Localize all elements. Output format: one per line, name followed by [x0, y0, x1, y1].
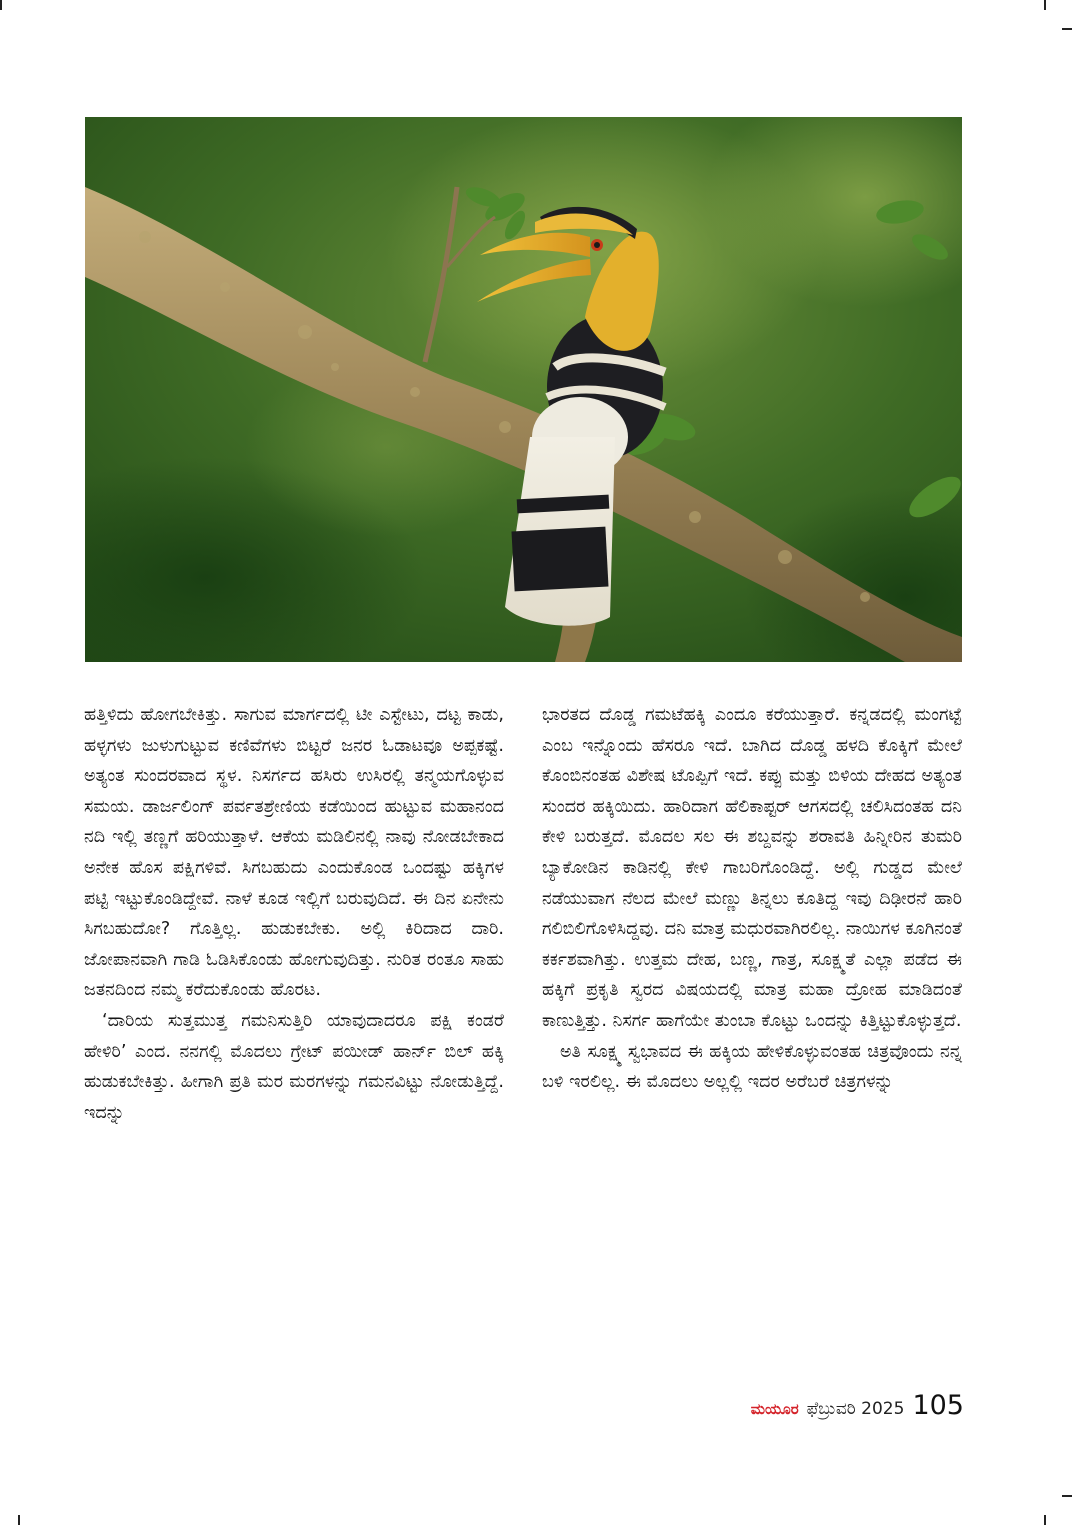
hornbill-photo	[85, 117, 962, 662]
crop-mark-bottom-left	[18, 1515, 20, 1525]
magazine-brand-logo: ಮಯೂರ	[750, 1400, 799, 1418]
crop-mark-top-left	[0, 0, 2, 10]
crop-mark-bottom-right	[1044, 1515, 1046, 1525]
page-footer	[712, 1390, 964, 1430]
article-paragraph: ಹತ್ತಿಳಿದು ಹೋಗಬೇಕಿತ್ತು. ಸಾಗುವ ಮಾರ್ಗದಲ್ಲಿ ಟೀ ಎಸ್ಟೇಟು, ದಟ್ಟ ಕಾಡು, ಹಳ್ಳಗಳು ಜುಳುಗುಟ್ಟುವ ಕಣಿವೆಗಳು ಬಿಟ್ಟರೆ ಜನರ ಓಡಾಟವೂ ಅಪ್ಪಕಷ್ಟೆ. ಅತ್ಯಂತ ಸುಂದರವಾದ ಸ್ಥಳ. ನಿಸರ್ಗದ ಹಸಿರು ಉಸಿರಲ್ಲಿ ತನ್ಮಯಗೊಳ್ಳುವ ಸಮಯ. ಡಾರ್ಜಲಿಂಗ್ ಪರ್ವತಶ್ರೇಣಿಯ ಕಡೆಯಿಂದ ಹುಟ್ಟುವ ಮಹಾನಂದ ನದಿ ಇಲ್ಲಿ ತಣ್ಣಗೆ ಹರಿಯುತ್ತಾಳೆ. ಆಕೆಯ ಮಡಿಲಿನಲ್ಲಿ ನಾವು ನೋಡಬೇಕಾದ ಅನೇಕ ಹೊಸ ಪಕ್ಷಿಗಳಿವೆ. ಸಿಗಬಹುದು ಎಂದುಕೊಂಡ ಒಂದಷ್ಟು ಹಕ್ಕಿಗಳ ಪಟ್ಟಿ ಇಟ್ಟುಕೊಂಡಿದ್ದೇವೆ. ನಾಳೆ ಕೂಡ ಇಲ್ಲಿಗೆ ಬರುವುದಿದೆ. ಈ ದಿನ ಏನೇನು ಸಿಗಬಹುದೋ? ಗೊತ್ತಿಲ್ಲ. ಹುಡುಕಬೇಕು. ಅಲ್ಲಿ ಕಿರಿದಾದ ದಾರಿ. ಜೋಪಾನವಾಗಿ ಗಾಡಿ ಓಡಿಸಿಕೊಂಡು ಹೋಗುವುದಿತ್ತು. ನುರಿತ ರಂತೂ ಸಾಹು ಜತನದಿಂದ ನಮ್ಮ ಕರೆದುಕೊಂಡು ಹೊರಟ.	[84, 705, 504, 1001]
article-paragraph: ಅತಿ ಸೂಕ್ಷ್ಮ ಸ್ವಭಾವದ ಈ ಹಕ್ಕಿಯ ಹೇಳಿಕೊಳ್ಳುವಂತಹ ಚಿತ್ರವೊಂದು ನನ್ನ ಬಳಿ ಇರಲಿಲ್ಲ. ಈ ಮೊದಲು ಅಲ್ಲಲ್ಲಿ ಇದರ ಅರೆಬರೆ ಚಿತ್ರಗಳನ್ನು	[542, 1041, 962, 1093]
article-column-left	[84, 700, 504, 1128]
article-paragraph: ಭಾರತದ ದೊಡ್ಡ ಗಮಟೆಹಕ್ಕಿ ಎಂದೂ ಕರೆಯುತ್ತಾರೆ. ಕನ್ನಡದಲ್ಲಿ ಮಂಗಟ್ಟೆ ಎಂಬ ಇನ್ನೊಂದು ಹೆಸರೂ ಇದೆ. ಬಾಗಿದ ದೊಡ್ಡ ಹಳದಿ ಕೊಕ್ಕಿಗೆ ಮೇಲೆ ಕೊಂಬಿನಂತಹ ವಿಶೇಷ ಟೊಪ್ಪಿಗೆ ಇದೆ. ಕಪ್ಪು ಮತ್ತು ಬಿಳಿಯ ದೇಹದ ಅತ್ಯಂತ ಸುಂದರ ಹಕ್ಕಿಯಿದು. ಹಾರಿದಾಗ ಹೆಲಿಕಾಪ್ಟರ್ ಆಗಸದಲ್ಲಿ ಚಲಿಸಿದಂತಹ ದನಿ ಕೇಳಿ ಬರುತ್ತದೆ. ಮೊದಲ ಸಲ ಈ ಶಬ್ದವನ್ನು ಶರಾವತಿ ಹಿನ್ನೀರಿನ ತುಮರಿ ಬ್ಯಾಕೋಡಿನ ಕಾಡಿನಲ್ಲಿ ಕೇಳಿ ಗಾಬರಿಗೊಂಡಿದ್ದೆ. ಅಲ್ಲಿ ಗುಡ್ಡದ ಮೇಲೆ ನಡೆಯುವಾಗ ನೆಲದ ಮೇಲೆ ಮಣ್ಣು ತಿನ್ನಲು ಕೂತಿದ್ದ ಇವು ದಿಢೀರನೆ ಹಾರಿ ಗಲಿಬಿಲಿಗೊಳಿಸಿದ್ದವು. ದನಿ ಮಾತ್ರ ಮಧುರವಾಗಿರಲಿಲ್ಲ. ನಾಯಿಗಳ ಕೂಗಿನಂತೆ ಕರ್ಕಶವಾಗಿತ್ತು. ಉತ್ತಮ ದೇಹ, ಬಣ್ಣ, ಗಾತ್ರ, ಸೂಕ್ಷ್ಮತೆ ಎಲ್ಲಾ ಪಡೆದ ಈ ಹಕ್ಕಿಗೆ ಪ್ರಕೃತಿ ಸ್ವರದ ವಿಷಯದಲ್ಲಿ ಮಾತ್ರ ಮಹಾ ದ್ರೋಹ ಮಾಡಿದಂತೆ ಕಾಣುತ್ತಿತ್ತು. ನಿಸರ್ಗ ಹಾಗೆಯೇ ತುಂಬಾ ಕೊಟ್ಟು ಒಂದನ್ನು ಕಿತ್ತಿಟ್ಟುಕೊಳ್ಳುತ್ತದೆ.	[542, 705, 962, 1031]
issue-date: ಫೆಬ್ರುವರಿ 2025	[806, 1399, 905, 1419]
page-number: 105	[912, 1390, 964, 1421]
crop-mark-right-lower	[1062, 1495, 1072, 1497]
crop-mark-right-upper	[1062, 28, 1072, 30]
crop-mark-top-right	[1044, 0, 1046, 10]
article-column-right	[542, 700, 962, 1098]
article-paragraph: ‘ದಾರಿಯ ಸುತ್ತಮುತ್ತ ಗಮನಿಸುತ್ತಿರಿ ಯಾವುದಾದರೂ ಪಕ್ಷಿ ಕಂಡರೆ ಹೇಳಿರಿ’ ಎಂದ. ನನಗಲ್ಲಿ ಮೊದಲು ಗ್ರೇಟ್ ಪಯೀಡ್ ಹಾರ್ನ್ ಬಿಲ್ ಹಕ್ಕಿ ಹುಡುಕಬೇಕಿತ್ತು. ಹೀಗಾಗಿ ಪ್ರತಿ ಮರ ಮರಗಳನ್ನು ಗಮನವಿಟ್ಟು ನೋಡುತ್ತಿದ್ದೆ. ಇದನ್ನು	[84, 1010, 504, 1123]
